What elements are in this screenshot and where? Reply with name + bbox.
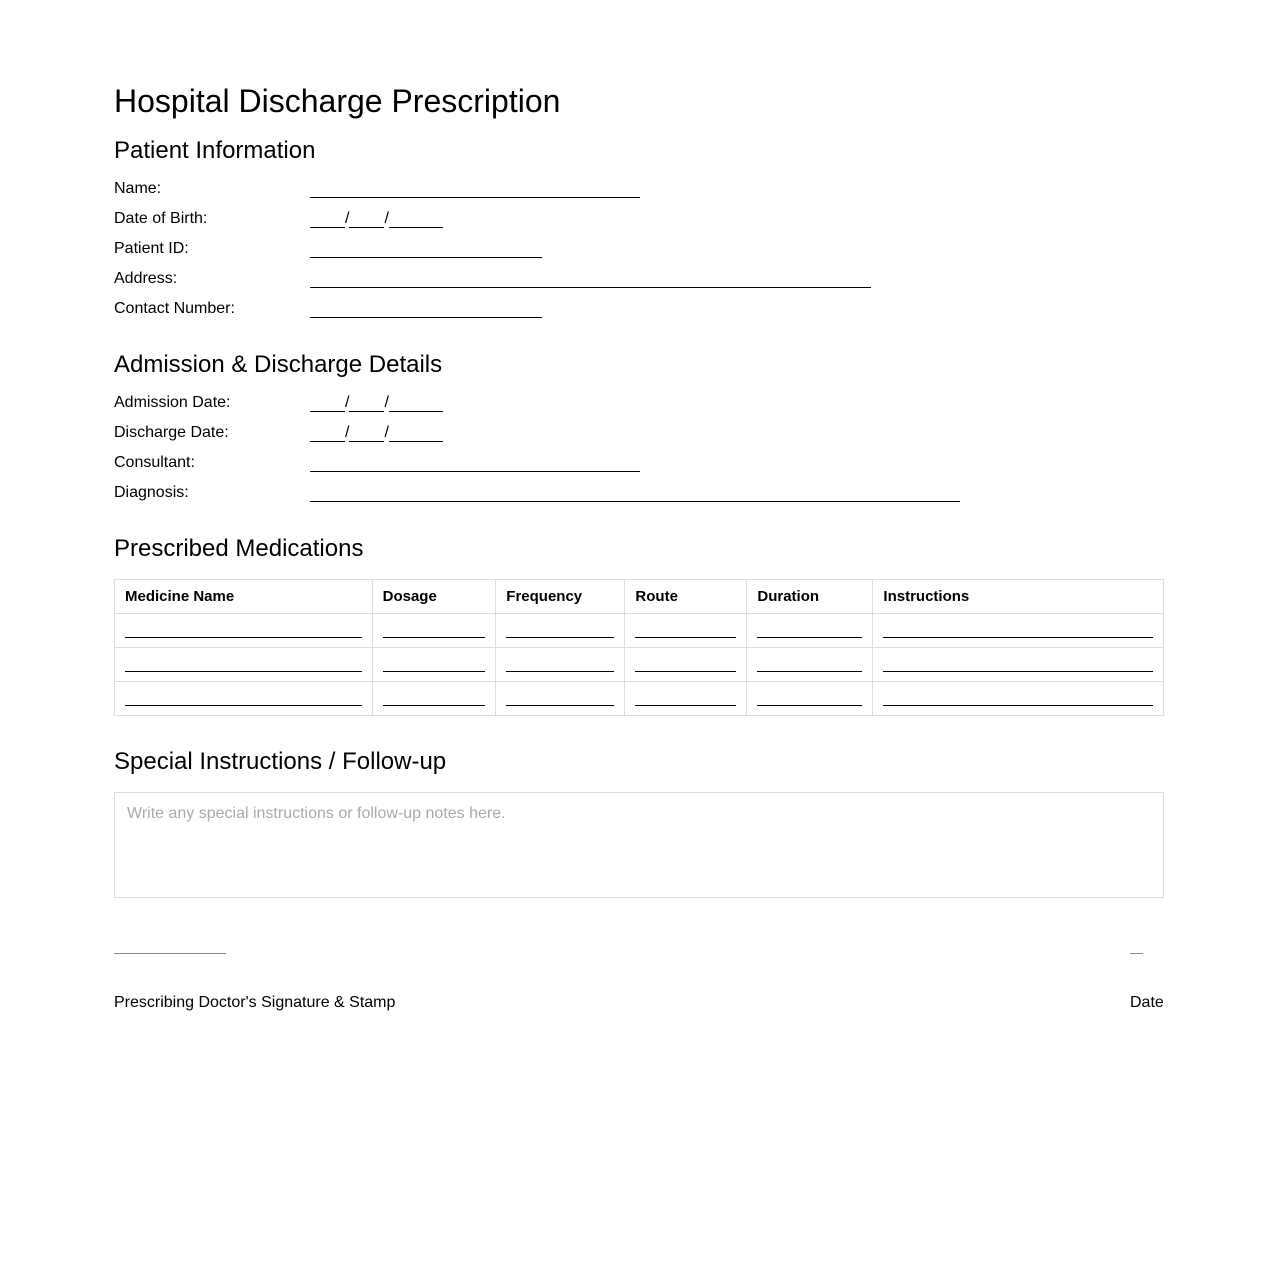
consultant-label: Consultant: — [114, 454, 195, 471]
special-instructions-input[interactable] — [115, 793, 1163, 897]
duration-cell[interactable] — [747, 682, 873, 716]
dob-year-field[interactable] — [389, 210, 443, 228]
patient-id-label: Patient ID: — [114, 240, 189, 257]
date-separator: / — [384, 210, 389, 227]
diagnosis-label: Diagnosis: — [114, 484, 189, 501]
admission-year-field[interactable] — [389, 394, 443, 412]
route-cell[interactable] — [625, 648, 747, 682]
dob-month-field[interactable] — [349, 210, 384, 228]
instructions-cell[interactable] — [873, 648, 1164, 682]
doctor-signature-line[interactable] — [114, 953, 226, 954]
consultant-field[interactable] — [310, 471, 640, 472]
patient-id-field[interactable] — [310, 257, 542, 258]
admission-month-field[interactable] — [349, 394, 384, 412]
frequency-cell[interactable] — [496, 614, 625, 648]
instructions-cell[interactable] — [873, 614, 1164, 648]
table-row — [115, 682, 1164, 716]
address-label: Address: — [114, 270, 178, 287]
medications-table — [114, 579, 1164, 716]
dosage-cell[interactable] — [372, 648, 496, 682]
column-header-dosage: Dosage — [372, 580, 496, 614]
route-cell[interactable] — [625, 614, 747, 648]
dob-label: Date of Birth: — [114, 210, 208, 227]
date-separator: / — [345, 394, 350, 411]
medicine-name-cell[interactable] — [115, 648, 373, 682]
special-instructions-box — [114, 792, 1164, 898]
discharge-year-field[interactable] — [389, 424, 443, 442]
medicine-name-cell[interactable] — [115, 682, 373, 716]
duration-cell[interactable] — [747, 614, 873, 648]
table-header-row — [115, 580, 1164, 614]
dosage-cell[interactable] — [372, 614, 496, 648]
discharge-date-label: Discharge Date: — [114, 424, 229, 441]
column-header-instructions: Instructions — [873, 580, 1164, 614]
name-label: Name: — [114, 180, 162, 197]
diagnosis-field[interactable] — [310, 501, 960, 502]
column-header-route: Route — [625, 580, 747, 614]
column-header-duration: Duration — [747, 580, 873, 614]
date-separator: / — [345, 210, 350, 227]
discharge-day-field[interactable] — [310, 424, 345, 442]
date-separator: / — [345, 424, 350, 441]
discharge-month-field[interactable] — [349, 424, 384, 442]
date-separator: / — [384, 394, 389, 411]
page-title: Hospital Discharge Prescription — [114, 83, 561, 119]
table-row — [115, 614, 1164, 648]
date-separator: / — [384, 424, 389, 441]
dob-day-field[interactable] — [310, 210, 345, 228]
admission-date-label: Admission Date: — [114, 394, 231, 411]
section-heading-prescribed-medications: Prescribed Medications — [114, 535, 364, 562]
section-heading-special-instructions: Special Instructions / Follow-up — [114, 748, 447, 775]
section-heading-admission-discharge: Admission & Discharge Details — [114, 351, 443, 378]
dosage-cell[interactable] — [372, 682, 496, 716]
contact-number-field[interactable] — [310, 317, 542, 318]
medicine-name-cell[interactable] — [115, 614, 373, 648]
column-header-medicine-name: Medicine Name — [115, 580, 373, 614]
date-signature-line[interactable] — [1130, 953, 1143, 954]
duration-cell[interactable] — [747, 648, 873, 682]
discharge-date-field[interactable] — [310, 424, 443, 442]
admission-date-field[interactable] — [310, 394, 443, 412]
column-header-frequency: Frequency — [496, 580, 625, 614]
section-heading-patient-information: Patient Information — [114, 137, 316, 164]
contact-number-label: Contact Number: — [114, 300, 235, 317]
route-cell[interactable] — [625, 682, 747, 716]
instructions-cell[interactable] — [873, 682, 1164, 716]
name-field[interactable] — [310, 197, 640, 198]
frequency-cell[interactable] — [496, 682, 625, 716]
admission-day-field[interactable] — [310, 394, 345, 412]
frequency-cell[interactable] — [496, 648, 625, 682]
address-field[interactable] — [310, 287, 871, 288]
table-row — [115, 648, 1164, 682]
date-label: Date — [1130, 994, 1164, 1011]
dob-field[interactable] — [310, 210, 443, 228]
doctor-signature-label: Prescribing Doctor's Signature & Stamp — [114, 994, 396, 1011]
